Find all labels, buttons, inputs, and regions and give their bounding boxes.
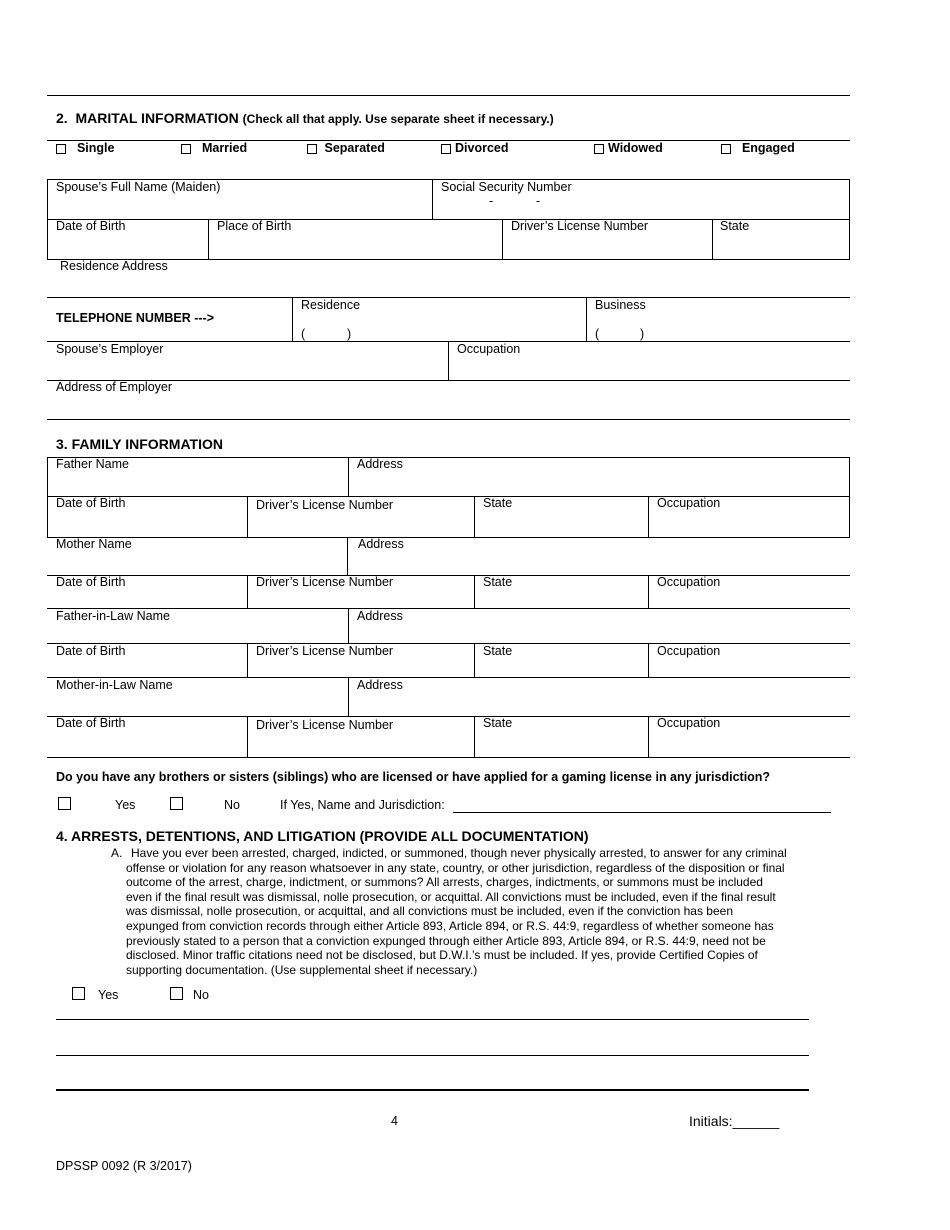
mother-in-law-occupation-field[interactable]: Occupation (657, 716, 721, 730)
residence-address-field[interactable]: Residence Address (60, 259, 168, 273)
residence-phone-field[interactable]: Residence (301, 298, 361, 312)
option-engaged[interactable]: Engaged (721, 141, 795, 155)
spouse-dl-field[interactable]: Driver’s License Number (511, 219, 649, 233)
father-occupation-field[interactable]: Occupation (657, 496, 721, 510)
mother-address-field[interactable]: Address (358, 537, 404, 551)
arrests-line: previously stated to a person that a conviction expunged through either Article 893, Article 894, or R.S. 44:9, need not be (126, 933, 766, 948)
paren-close: ) (640, 327, 645, 341)
jurisdiction-input[interactable] (453, 812, 831, 813)
checkbox-icon (594, 144, 604, 154)
siblings-no-label: No (224, 798, 240, 812)
father-address-field[interactable]: Address (357, 457, 403, 471)
checkbox-icon (441, 144, 451, 154)
explanation-line[interactable] (56, 1019, 809, 1020)
siblings-question: Do you have any brothers or sisters (siblings) who are licensed or have applied for a gaming license in any jurisdiction? (56, 770, 771, 784)
siblings-yes-checkbox[interactable] (58, 797, 71, 810)
arrests-item-letter: A. (111, 846, 123, 860)
employer-address-field[interactable]: Address of Employer (56, 380, 173, 394)
arrests-line: disclosed. Minor traffic citations need not be disclosed, but D.W.I.’s must be included. If yes, provide Certified Copies of (126, 948, 758, 963)
father-in-law-dob-field[interactable]: Date of Birth (56, 644, 126, 658)
explanation-line[interactable] (56, 1089, 809, 1091)
page-number: 4 (391, 1114, 398, 1128)
spouse-dob-field[interactable]: Date of Birth (56, 219, 126, 233)
mother-dl-field[interactable]: Driver’s License Number (256, 575, 394, 589)
siblings-no-checkbox[interactable] (170, 797, 183, 810)
mother-occupation-field[interactable]: Occupation (657, 575, 721, 589)
ssn-field[interactable]: Social Security Number (441, 180, 572, 194)
form-id: DPSSP 0092 (R 3/2017) (56, 1159, 192, 1173)
arrests-line: even if the final result was dismissal, nolle prosecution, or acquittal. All convictions must be included, even if the final result (126, 889, 776, 904)
arrests-line: supporting documentation. (Use supplemental sheet if necessary.) (126, 962, 478, 977)
ssn-separator: - (489, 194, 494, 208)
arrests-line: expunged from conviction records through either Article 893, Article 894, or R.S. 44:9, regardless of whether someone has (126, 919, 774, 933)
arrests-yes-checkbox[interactable] (72, 987, 85, 1000)
arrests-no-label: No (193, 988, 209, 1002)
spouse-name-field[interactable]: Spouse’s Full Name (Maiden) (56, 180, 221, 194)
top-rule (47, 95, 850, 96)
paren-open: ( (595, 327, 600, 341)
checkbox-icon (307, 144, 317, 154)
father-in-law-state-field[interactable]: State (483, 644, 513, 658)
father-dl-field[interactable]: Driver’s License Number (256, 498, 394, 512)
marital-heading: 2. MARITAL INFORMATION (Check all that apply. Use separate sheet if necessary.) (56, 110, 554, 126)
checkbox-icon (56, 144, 66, 154)
father-in-law-name-field[interactable]: Father-in-Law Name (56, 609, 170, 623)
mother-in-law-state-field[interactable]: State (483, 716, 513, 730)
arrests-no-checkbox[interactable] (170, 987, 183, 1000)
ssn-separator: - (536, 194, 541, 208)
father-state-field[interactable]: State (483, 496, 513, 510)
explanation-line[interactable] (56, 1055, 809, 1056)
spouse-occupation-field[interactable]: Occupation (457, 342, 521, 356)
father-in-law-dl-field[interactable]: Driver’s License Number (256, 644, 394, 658)
father-name-field[interactable]: Father Name (56, 457, 129, 471)
mother-in-law-dl-field[interactable]: Driver’s License Number (256, 718, 394, 732)
option-widowed[interactable]: Widowed (594, 141, 663, 155)
checkbox-icon (721, 144, 731, 154)
mother-state-field[interactable]: State (483, 575, 513, 589)
option-divorced[interactable]: Divorced (441, 141, 509, 155)
paren-close: ) (347, 327, 352, 341)
spouse-employer-field[interactable]: Spouse’s Employer (56, 342, 164, 356)
mother-dob-field[interactable]: Date of Birth (56, 575, 126, 589)
arrests-line: outcome of the arrest, charge, indictment, or summons? All arrests, charges, indictments, or summons must be included (126, 875, 763, 890)
business-phone-field[interactable]: Business (595, 298, 646, 312)
mother-in-law-dob-field[interactable]: Date of Birth (56, 716, 126, 730)
mother-in-law-address-field[interactable]: Address (357, 678, 403, 692)
option-single[interactable]: Single (56, 141, 114, 155)
spouse-pob-field[interactable]: Place of Birth (217, 219, 292, 233)
siblings-yes-label: Yes (115, 798, 136, 812)
mother-name-field[interactable]: Mother Name (56, 537, 132, 551)
father-dob-field[interactable]: Date of Birth (56, 496, 126, 510)
checkbox-icon (181, 144, 191, 154)
father-in-law-occupation-field[interactable]: Occupation (657, 644, 721, 658)
father-in-law-address-field[interactable]: Address (357, 609, 403, 623)
option-separated[interactable]: Separated (307, 141, 385, 155)
arrests-yes-label: Yes (98, 988, 119, 1002)
arrests-line: was dismissal, nolle prosecution, or acquittal, and all convictions must be included, even if the conviction has been (126, 904, 734, 919)
arrests-line: offense or violation for any reason whatsoever in any state, country, or other jurisdiction, regardless of the disposition or final (126, 860, 785, 875)
arrests-heading: 4. ARRESTS, DETENTIONS, AND LITIGATION (PROVIDE ALL DOCUMENTATION) (56, 828, 589, 844)
initials-field[interactable]: Initials:______ (689, 1113, 780, 1129)
if-yes-label: If Yes, Name and Jurisdiction: (280, 798, 445, 812)
arrests-line: Have you ever been arrested, charged, indicted, or summoned, though never physically arrested, to answer for any criminal (131, 846, 787, 860)
option-married[interactable]: Married (181, 141, 247, 155)
spouse-state-field[interactable]: State (720, 219, 750, 233)
mother-in-law-name-field[interactable]: Mother-in-Law Name (56, 678, 173, 692)
family-heading: 3. FAMILY INFORMATION (56, 436, 223, 452)
paren-open: ( (301, 327, 306, 341)
telephone-label: TELEPHONE NUMBER ---> (56, 311, 214, 325)
